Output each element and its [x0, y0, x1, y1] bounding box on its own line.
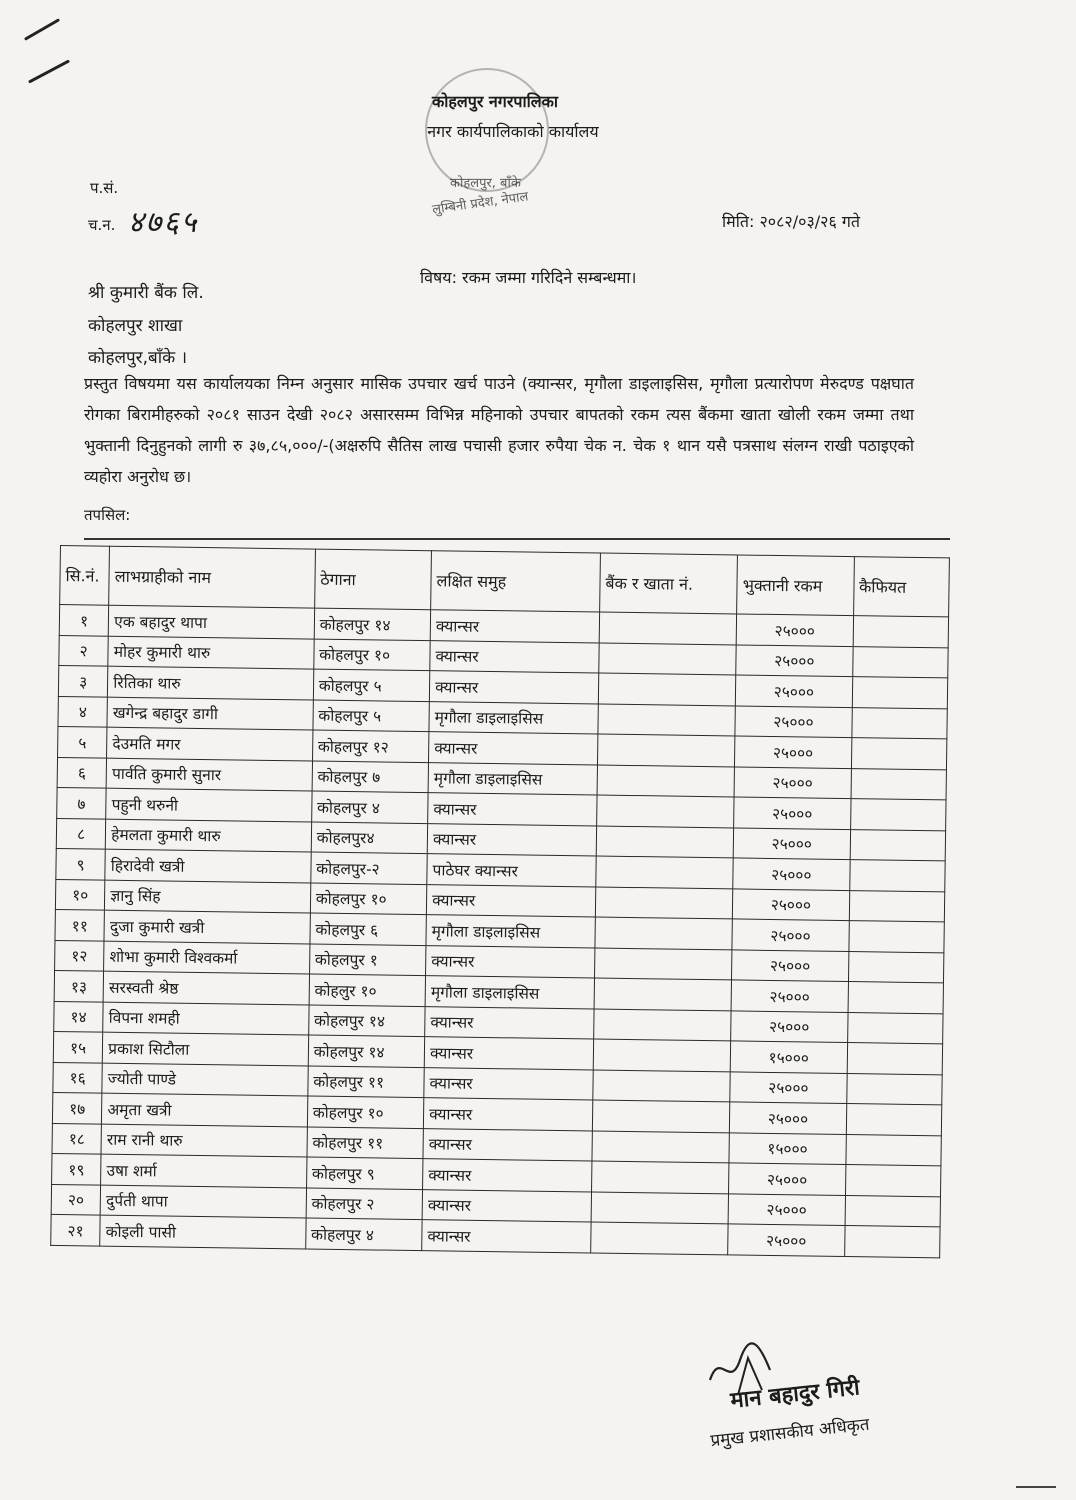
cell-amount: २५०००: [735, 736, 852, 768]
cell-address: कोहलपुर १४: [308, 1035, 425, 1067]
cell-serial: २: [59, 635, 109, 666]
cell-serial: १२: [55, 940, 105, 971]
cell-amount: २५०००: [736, 644, 853, 676]
cell-target-group: क्यान्सर: [423, 1128, 592, 1161]
cell-serial: ६: [57, 757, 107, 788]
cell-amount: २५०००: [728, 1224, 845, 1256]
cell-name: शोभा कुमारी विश्वकर्मा: [104, 941, 310, 974]
cell-serial: १४: [54, 1001, 104, 1032]
cell-address: कोहलपुर १: [309, 944, 426, 976]
cell-serial: १०: [55, 879, 105, 910]
cell-serial: ९: [56, 848, 106, 879]
cn-number: ४७६५: [128, 205, 199, 240]
cell-target-group: क्यान्सर: [422, 1220, 591, 1253]
cell-name: हेमलता कुमारी थारु: [106, 819, 312, 852]
header-serial: सि.नं.: [60, 546, 110, 606]
cell-serial: ७: [57, 787, 107, 818]
cell-target-group: क्यान्सर: [424, 1067, 593, 1100]
cell-bank-account: [593, 1069, 731, 1101]
cell-remarks: [851, 768, 947, 800]
cell-name: एक बहादुर थापा: [109, 605, 315, 638]
letter-date: मिति: २०८२/०३/२६ गते: [722, 212, 861, 231]
cell-serial: १८: [52, 1123, 102, 1154]
cell-name: रितिका थारु: [108, 666, 314, 699]
cell-target-group: मृगौला डाइलाइसिस: [428, 762, 597, 795]
letter-body: प्रस्तुत विषयमा यस कार्यालयका निम्न अनुसार मासिक उपचार खर्च पाउने (क्यान्सर, मृगौला डाइलाइसिस, मृगौला प्रत्यारोपण मेरुदण्ड पक्षघात रोगका बिरामीहरुको २०८१ साउन देखी २०८२ असारसम्म विभिन्न महिनाको उपचार बापतको रकम त्यस बैंकमा खाता खोली रकम जम्मा तथा भुक्तानी दिनुहुनको लागी रु ३७,८५,०००/-(अक्षरुपि सैतिस लाख पचासी हजार रुपैया चेक न. चेक १ थान यसै पत्रसाथ संलग्न राखी पठाइएको व्यहोरा अनुरोध छ।: [84, 374, 914, 486]
cell-serial: ५: [58, 726, 108, 757]
cell-serial: १६: [53, 1062, 103, 1093]
cell-address: कोहलपुर-२: [311, 852, 428, 884]
cell-address: कोहलपुर १२: [312, 730, 429, 762]
cell-address: कोहलपुर ७: [312, 761, 429, 793]
cell-name: ज्ञानु सिंह: [105, 880, 311, 913]
cell-amount: १५०००: [729, 1132, 846, 1164]
letterhead: [380, 60, 610, 230]
cell-serial: १९: [52, 1153, 102, 1184]
cell-remarks: [849, 860, 945, 892]
cell-remarks: [848, 951, 944, 983]
cell-name: विपना शमही: [103, 1002, 309, 1035]
cell-target-group: क्यान्सर: [423, 1159, 592, 1192]
cell-name: हिरादेवी खत्री: [105, 849, 311, 882]
cell-target-group: क्यान्सर: [427, 823, 596, 856]
cell-target-group: क्यान्सर: [423, 1098, 592, 1131]
cell-address: कोहलपुर १०: [307, 1096, 424, 1128]
cell-bank-account: [597, 765, 735, 797]
cell-amount: २५०००: [736, 614, 853, 646]
cell-remarks: [851, 738, 947, 770]
details-label: तपसिल:: [84, 506, 131, 524]
cell-remarks: [845, 1165, 941, 1197]
cell-address: कोहलपुर ४: [305, 1218, 422, 1250]
cell-target-group: मृगौला डाइलाइसिस: [425, 976, 594, 1009]
cell-name: सरस्वती श्रेष्ठ: [103, 971, 309, 1004]
recipient-line1: श्री कुमारी बैंक लि.: [88, 283, 204, 303]
cell-remarks: [845, 1195, 941, 1227]
cell-bank-account: [595, 887, 733, 919]
cell-target-group: क्यान्सर: [426, 884, 595, 917]
cell-amount: २५०००: [732, 919, 849, 951]
cell-amount: २५०००: [730, 1102, 847, 1134]
cell-serial: ८: [56, 818, 106, 849]
cell-amount: १५०००: [730, 1041, 847, 1073]
cell-target-group: क्यान्सर: [429, 671, 598, 704]
divider-line: [84, 538, 950, 540]
cell-bank-account: [598, 673, 736, 705]
cell-name: मोहर कुमारी थारु: [108, 636, 314, 669]
signature-block: [700, 1340, 960, 1480]
cell-bank-account: [591, 1222, 729, 1254]
cell-address: कोहलपुर ५: [313, 700, 430, 732]
cell-remarks: [853, 616, 949, 648]
cell-name: दुजा कुमारी खत्री: [104, 910, 310, 943]
cell-name: प्रकाश सिटौला: [103, 1032, 309, 1065]
cell-serial: १३: [54, 970, 104, 1001]
cell-bank-account: [597, 795, 735, 827]
cell-serial: २१: [51, 1214, 101, 1245]
cell-bank-account: [596, 826, 734, 858]
recipient-line3: कोहलपुर,बाँके ।: [88, 348, 188, 368]
cell-address: कोहलपुर १०: [310, 883, 427, 915]
cell-target-group: मृगौला डाइलाइसिस: [429, 701, 598, 734]
cell-bank-account: [594, 978, 732, 1010]
cell-target-group: क्यान्सर: [422, 1189, 591, 1222]
subject-line: विषय: रकम जम्मा गरिदिने सम्बन्धमा।: [420, 268, 637, 287]
cell-address: कोहलपुर ५: [313, 669, 430, 701]
cell-remarks: [847, 1012, 943, 1044]
cell-bank-account: [596, 856, 734, 888]
cell-amount: २५०००: [730, 1071, 847, 1103]
cell-name: कोइली पासी: [100, 1215, 306, 1248]
cell-address: कोहलपुर४: [311, 822, 428, 854]
cell-bank-account: [591, 1161, 729, 1193]
cell-bank-account: [595, 917, 733, 949]
cell-bank-account: [599, 612, 737, 644]
cell-remarks: [850, 829, 946, 861]
cell-target-group: मृगौला डाइलाइसिस: [426, 915, 595, 948]
cell-remarks: [852, 677, 948, 709]
letterhead-line1: कोहलपुर नगरपालिका: [431, 92, 559, 111]
cell-remarks: [845, 1134, 941, 1166]
cell-bank-account: [599, 643, 737, 675]
cell-name: ज्योती पाण्डे: [102, 1063, 308, 1096]
cell-bank-account: [597, 734, 735, 766]
cn-label: च.न.: [88, 216, 116, 234]
cell-name: देउमति मगर: [107, 727, 313, 760]
cell-amount: २५०००: [735, 705, 852, 737]
cell-address: कोहलपुर ६: [310, 913, 427, 945]
header-bank-account: बैंक र खाता नं.: [599, 553, 737, 614]
scan-edge-mark: [1016, 1486, 1056, 1488]
cell-address: कोहलपुर २: [306, 1188, 423, 1220]
header-name: लाभग्राहीको नाम: [109, 546, 315, 608]
ps-label: प.सं.: [90, 179, 119, 197]
cell-amount: २५०००: [732, 949, 849, 981]
cell-remarks: [849, 890, 945, 922]
header-target-group: लक्षित समुह: [431, 551, 601, 612]
stamp-line-2: लुम्बिनी प्रदेश, नेपाल: [431, 189, 530, 218]
cell-serial: १५: [53, 1031, 103, 1062]
header-remarks: कैफियत: [853, 557, 949, 617]
cell-serial: २०: [51, 1184, 101, 1215]
cell-amount: २५०००: [731, 1010, 848, 1042]
cell-target-group: पाठेघर क्यान्सर: [427, 854, 596, 887]
cell-address: कोहलपुर ११: [307, 1127, 424, 1159]
cell-remarks: [847, 1043, 943, 1075]
cell-target-group: क्यान्सर: [430, 640, 599, 673]
cell-amount: २५०००: [736, 675, 853, 707]
cell-name: अमृता खत्री: [102, 1093, 308, 1126]
cell-remarks: [848, 921, 944, 953]
cell-target-group: क्यान्सर: [428, 793, 597, 826]
cell-target-group: क्यान्सर: [430, 610, 599, 643]
scan-edge-mark: [24, 18, 60, 41]
cell-remarks: [848, 982, 944, 1014]
cell-bank-account: [594, 1009, 732, 1041]
cell-remarks: [846, 1073, 942, 1105]
cell-bank-account: [593, 1039, 731, 1071]
cell-address: कोहलपुर ११: [308, 1066, 425, 1098]
cell-amount: २५०००: [733, 858, 850, 890]
cell-target-group: क्यान्सर: [424, 1037, 593, 1070]
cell-amount: २५०००: [728, 1193, 845, 1225]
cell-address: कोहलपुर १०: [314, 639, 431, 671]
beneficiary-table: [50, 545, 950, 1258]
header-amount: भुक्तानी रकम: [737, 555, 854, 616]
cell-serial: ३: [58, 665, 108, 696]
cell-target-group: क्यान्सर: [426, 945, 595, 978]
cell-remarks: [846, 1104, 942, 1136]
cell-bank-account: [598, 704, 736, 736]
cell-amount: २५०००: [729, 1163, 846, 1195]
cell-address: कोहलपुर १४: [308, 1005, 425, 1037]
cell-bank-account: [591, 1191, 729, 1223]
cell-remarks: [844, 1226, 940, 1258]
cell-amount: २५०००: [734, 797, 851, 829]
cell-address: कोहलुर १०: [309, 974, 426, 1006]
cell-target-group: क्यान्सर: [425, 1006, 594, 1039]
cell-amount: २५०००: [731, 980, 848, 1012]
cell-remarks: [850, 799, 946, 831]
cell-name: उषा शर्मा: [101, 1154, 307, 1187]
cell-name: दुर्पती थापा: [100, 1185, 306, 1218]
cell-bank-account: [592, 1130, 730, 1162]
recipient-line2: कोहलपुर शाखा: [88, 316, 183, 336]
cell-serial: ११: [55, 909, 105, 940]
signatory-name: मान बहादुर गिरी: [729, 1375, 861, 1414]
header-address: ठेगाना: [314, 549, 431, 610]
scan-edge-mark: [28, 59, 70, 83]
cell-address: कोहलपुर १४: [314, 608, 431, 640]
letterhead-line2: नगर कार्यपालिकाको कार्यालय: [427, 122, 599, 141]
signatory-title: प्रमुख प्रशासकीय अधिकृत: [709, 1414, 871, 1452]
cell-serial: १: [59, 605, 109, 636]
cell-name: खगेन्द्र बहादुर डागी: [107, 697, 313, 730]
cell-name: पार्वति कुमारी सुनार: [106, 758, 312, 791]
cell-bank-account: [594, 948, 732, 980]
cell-remarks: [852, 646, 948, 678]
cell-name: राम रानी थारु: [101, 1124, 307, 1157]
table-body: [51, 605, 949, 1258]
cell-name: पहुनी थरुनी: [106, 788, 312, 821]
cell-target-group: क्यान्सर: [429, 732, 598, 765]
cell-amount: २५०००: [733, 827, 850, 859]
cell-serial: १७: [52, 1092, 102, 1123]
cell-amount: २५०००: [733, 888, 850, 920]
cell-address: कोहलपुर ४: [311, 791, 428, 823]
cell-bank-account: [592, 1100, 730, 1132]
cell-remarks: [851, 707, 947, 739]
cell-address: कोहलपुर ९: [306, 1157, 423, 1189]
stamp-line-1: कोहलपुर, बाँके: [450, 176, 521, 191]
cell-serial: ४: [58, 696, 108, 727]
cell-amount: २५०००: [734, 766, 851, 798]
